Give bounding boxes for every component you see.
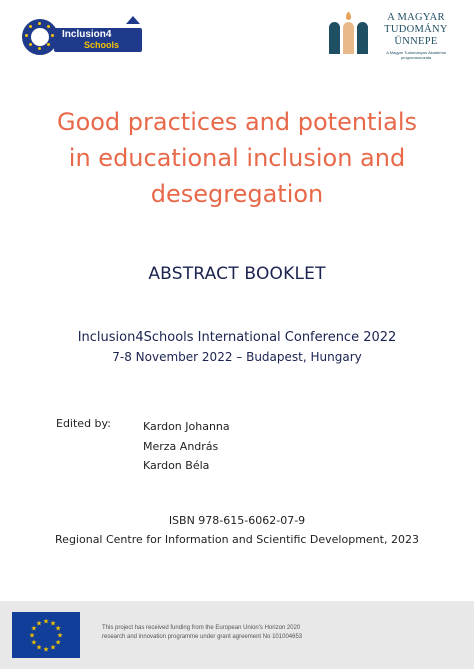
editor-list xyxy=(143,417,230,476)
logo-subtitle: A Magyar Tudományos Akadémia programsorozata xyxy=(386,50,446,60)
eu-flag-icon xyxy=(12,612,80,658)
conference-dates: 7-8 November 2022 – Budapest, Hungary xyxy=(112,350,362,364)
funding-notice: This project has received funding from the European Union's Horizon 2020 research and innovation programme under grant agreement No 101004653 xyxy=(102,625,303,640)
eu-star-icon: ★ xyxy=(49,619,57,628)
conference-name: Inclusion4Schools International Conference 2022 xyxy=(77,330,397,345)
arch-icon xyxy=(343,22,354,54)
funding-footer xyxy=(0,601,474,669)
editor-name: Kardon Johanna xyxy=(143,420,230,433)
inclusion4schools-logo xyxy=(22,14,144,56)
arch-icon xyxy=(329,22,340,54)
house-icon xyxy=(126,16,140,24)
magyar-tudomany-unnepe-logo xyxy=(329,10,459,70)
eu-star-icon: ★ xyxy=(35,619,43,628)
eu-star-icon: ★ xyxy=(42,617,50,626)
publisher: Regional Centre for Information and Scientific Development, 2023 xyxy=(55,533,419,546)
editor-name: Merza András xyxy=(143,439,219,453)
eu-star-icon: ★ xyxy=(30,624,38,633)
title-line: in educational inclusion and xyxy=(68,144,406,172)
eu-star-icon: ★ xyxy=(54,638,62,647)
arch-icon xyxy=(357,22,368,54)
edited-by-label: Edited by: xyxy=(56,417,111,430)
key-ring-icon xyxy=(22,19,58,55)
eu-star-icon: ★ xyxy=(42,645,50,654)
flame-icon xyxy=(346,12,351,20)
booklet-label: ABSTRACT BOOKLET xyxy=(148,264,326,284)
eu-star-icon: ★ xyxy=(28,631,36,640)
editor-name: Kardon Béla xyxy=(143,459,210,472)
eu-star-icon: ★ xyxy=(56,631,64,640)
isbn: ISBN 978-615-6062-07-9 xyxy=(168,514,306,527)
eu-star-icon: ★ xyxy=(35,643,43,652)
document-title xyxy=(20,104,454,212)
eu-star-icon: ★ xyxy=(54,624,62,633)
logo-text-line2: Schools xyxy=(84,40,120,50)
eu-star-icon: ★ xyxy=(30,638,38,647)
title-line: desegregation xyxy=(150,180,324,208)
logo-wordmark: A MAGYAR TUDOMÁNY ÜNNEPE xyxy=(384,12,448,47)
title-line: Good practices and potentials xyxy=(56,108,418,136)
logo-text-line1: Inclusion4 xyxy=(62,29,112,40)
eu-star-icon: ★ xyxy=(49,643,57,652)
